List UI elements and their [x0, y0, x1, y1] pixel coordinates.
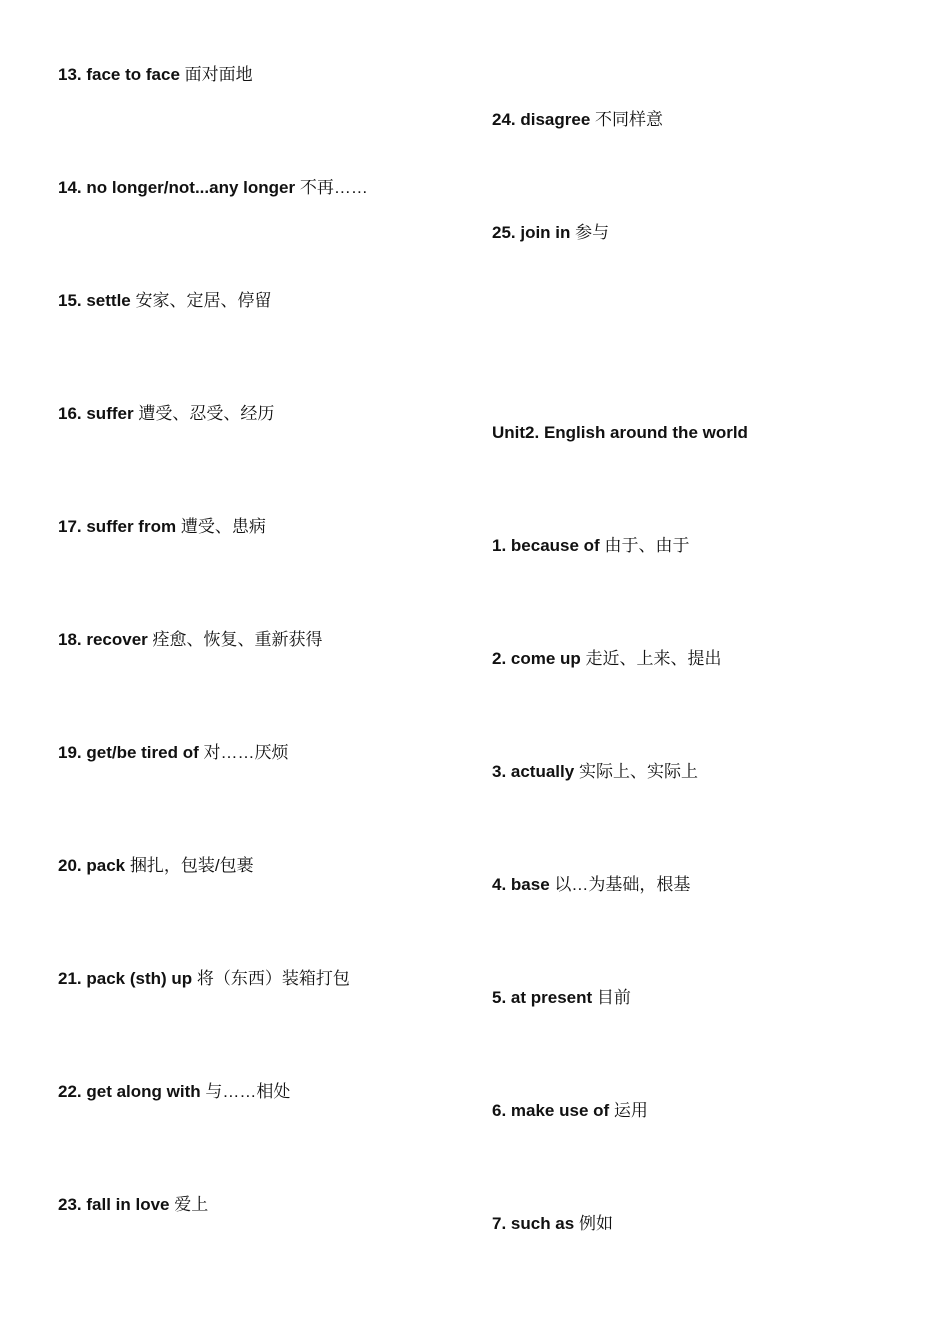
vocab-term: 25. join in	[492, 223, 571, 242]
vocab-meaning: 对……厌烦	[203, 743, 289, 762]
vocab-meaning: 遭受、忍受、经历	[138, 404, 275, 423]
vocab-term: 22. get along with	[58, 1082, 201, 1101]
vocab-term: 18. recover	[58, 630, 148, 649]
vocab-term: 3. actually	[492, 762, 575, 781]
vocab-entry-14	[58, 177, 368, 199]
vocab-term: 5. at present	[492, 988, 593, 1007]
vocab-meaning: 捆扎，包装/包裹	[129, 856, 254, 875]
unit2-entry-4	[492, 874, 690, 896]
vocab-meaning: 不同样意	[595, 110, 664, 129]
vocab-term: 20. pack	[58, 856, 126, 875]
vocab-term: 1. because of	[492, 536, 600, 555]
vocab-term: 21. pack (sth) up	[58, 969, 193, 988]
vocab-term: 23. fall in love	[58, 1195, 170, 1214]
vocab-meaning: 痊愈、恢复、重新获得	[152, 630, 323, 649]
unit2-entry-6	[492, 1100, 648, 1122]
vocab-meaning: 由于、由于	[604, 536, 690, 555]
vocab-meaning: 例如	[578, 1214, 613, 1233]
unit2-entry-3	[492, 761, 698, 783]
vocab-term: 13. face to face	[58, 65, 180, 84]
vocab-meaning: 面对面地	[184, 65, 253, 84]
vocab-meaning: 参与	[575, 223, 610, 242]
vocab-meaning: 将（东西）装箱打包	[196, 969, 350, 988]
vocab-meaning: 走近、上来、提出	[585, 649, 722, 668]
unit2-entry-1	[492, 535, 689, 557]
vocab-meaning: 与……相处	[205, 1082, 291, 1101]
vocab-term: 17. suffer from	[58, 517, 177, 536]
vocab-entry-18	[58, 629, 323, 651]
vocab-entry-21	[58, 968, 350, 990]
vocab-entry-24	[492, 109, 663, 131]
vocab-term: 7. such as	[492, 1214, 575, 1233]
unit2-entry-2	[492, 648, 722, 670]
unit-heading: Unit2. English around the world	[492, 423, 748, 442]
vocab-term: 15. settle	[58, 291, 131, 310]
vocab-term: 14. no longer/not...any longer	[58, 178, 296, 197]
vocab-term: 19. get/be tired of	[58, 743, 199, 762]
vocab-meaning: 目前	[596, 988, 631, 1007]
vocab-term: 16. suffer	[58, 404, 134, 423]
vocab-meaning: 安家、定居、停留	[135, 291, 272, 310]
unit2-entry-5	[492, 987, 631, 1009]
vocab-meaning: 爱上	[174, 1195, 209, 1214]
vocab-meaning: 以…为基础，根基	[554, 875, 691, 894]
vocab-entry-13	[58, 64, 253, 86]
vocab-entry-16	[58, 403, 274, 425]
vocab-meaning: 运用	[613, 1101, 648, 1120]
vocab-entry-19	[58, 742, 288, 764]
vocab-entry-17	[58, 516, 266, 538]
vocab-term: 6. make use of	[492, 1101, 610, 1120]
vocab-meaning: 不再……	[299, 178, 368, 197]
vocab-entry-22	[58, 1081, 290, 1103]
vocab-term: 24. disagree	[492, 110, 591, 129]
vocab-term: 2. come up	[492, 649, 581, 668]
vocab-meaning: 遭受、患病	[180, 517, 266, 536]
vocab-entry-15	[58, 290, 272, 312]
vocab-term: 4. base	[492, 875, 550, 894]
vocab-entry-25	[492, 222, 609, 244]
vocab-entry-20	[58, 855, 254, 877]
unit2-entry-7	[492, 1213, 613, 1235]
vocab-meaning: 实际上、实际上	[578, 762, 698, 781]
vocab-entry-23	[58, 1194, 208, 1216]
